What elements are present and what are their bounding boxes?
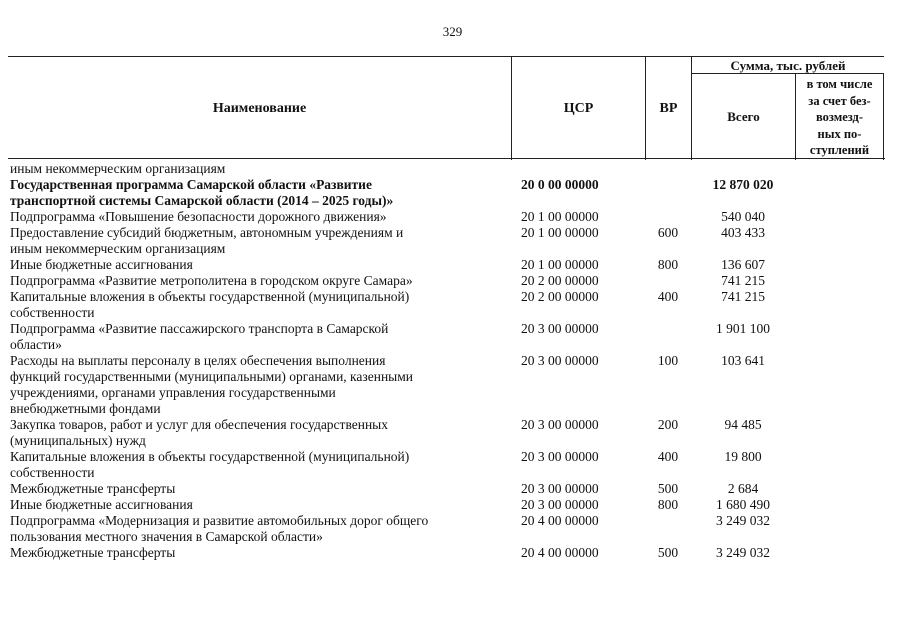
table-row xyxy=(8,321,884,353)
row-name xyxy=(8,481,510,497)
row-name-line: (муниципальных) нужд xyxy=(10,433,146,448)
row-name-line: Предоставление субсидий бюджетным, автономным учреждениям и xyxy=(10,225,404,240)
row-csr: 20 1 00 00000 xyxy=(521,209,599,224)
row-name-line: Расходы на выплаты персоналу в целях обеспечения выполнения xyxy=(10,353,386,368)
row-name xyxy=(8,273,510,289)
row-csr: 20 4 00 00000 xyxy=(521,513,599,528)
row-name xyxy=(8,417,510,449)
row-name xyxy=(8,513,510,545)
column-header-line: за счет без- xyxy=(808,93,871,108)
row-csr: 20 1 00 00000 xyxy=(521,225,599,240)
column-header-line: ных по- xyxy=(817,126,862,141)
row-csr: 20 3 00 00000 xyxy=(521,497,599,512)
row-name xyxy=(8,449,510,481)
row-name-line: внебюджетными фондами xyxy=(10,401,161,416)
page-number: 329 xyxy=(442,24,463,39)
row-sum: 540 040 xyxy=(721,209,765,224)
row-vr: 600 xyxy=(657,225,679,240)
table-row xyxy=(8,513,884,545)
row-name-line: Государственная программа Самарской области «Развитие xyxy=(10,177,372,192)
row-sum: 741 215 xyxy=(721,273,765,288)
column-header-line: ступлений xyxy=(809,143,870,157)
table-row xyxy=(8,177,884,209)
row-name xyxy=(8,353,510,417)
row-csr: 20 3 00 00000 xyxy=(521,321,599,336)
row-sum: 403 433 xyxy=(721,225,765,240)
row-name-line: транспортной системы Самарской области (2014 – 2025 годы)» xyxy=(10,193,394,208)
column-header-sum-gratuitous xyxy=(795,74,884,160)
table-row xyxy=(8,417,884,449)
row-vr: 800 xyxy=(657,257,679,272)
table-row xyxy=(8,353,884,417)
row-name xyxy=(8,545,510,561)
row-csr: 20 1 00 00000 xyxy=(521,257,599,272)
row-name-line: Капитальные вложения в объекты государственной (муниципальной) xyxy=(10,449,410,464)
column-header-line: возмезд- xyxy=(815,110,864,124)
row-name xyxy=(8,321,510,353)
column-header-name: Наименование xyxy=(212,100,307,116)
row-name-line: Подпрограмма «Модернизация и развитие автомобильных дорог общего xyxy=(10,513,429,528)
row-name xyxy=(8,289,510,321)
row-name-line: пользования местного значения в Самарской области» xyxy=(10,529,323,544)
column-header-line: в том числе xyxy=(806,77,873,91)
row-sum: 1 901 100 xyxy=(716,321,770,336)
header-divider xyxy=(8,158,885,159)
row-vr: 200 xyxy=(657,417,679,432)
row-name-line: Подпрограмма «Повышение безопасности дорожного движения» xyxy=(10,209,387,224)
row-name-line: Подпрограмма «Развитие пассажирского транспорта в Самарской xyxy=(10,321,389,336)
table-header xyxy=(8,56,884,160)
row-name-line: иным некоммерческим организациям xyxy=(10,241,226,256)
row-vr: 400 xyxy=(657,289,679,304)
row-sum: 3 249 032 xyxy=(716,513,770,528)
row-vr: 400 xyxy=(657,449,679,464)
row-vr: 800 xyxy=(657,497,679,512)
column-header-sum-total: Всего xyxy=(691,74,795,160)
row-csr: 20 0 00 00000 xyxy=(521,177,599,192)
row-sum: 741 215 xyxy=(721,289,765,304)
table-row xyxy=(8,225,884,257)
row-csr: 20 2 00 00000 xyxy=(521,273,599,288)
row-name-line: Иные бюджетные ассигнования xyxy=(10,257,193,272)
table-row xyxy=(8,161,884,177)
row-name xyxy=(8,209,510,225)
row-name-line: Межбюджетные трансферты xyxy=(10,481,176,496)
row-sum: 3 249 032 xyxy=(716,545,770,560)
row-name-line: Закупка товаров, работ и услуг для обеспечения государственных xyxy=(10,417,389,432)
table-body xyxy=(8,161,884,561)
table-row xyxy=(8,481,884,497)
row-name-line: Капитальные вложения в объекты государственной (муниципальной) xyxy=(10,289,410,304)
row-name xyxy=(8,257,510,273)
row-sum: 94 485 xyxy=(724,417,762,432)
row-name-line: собственности xyxy=(10,305,95,320)
row-sum: 136 607 xyxy=(721,257,765,272)
table-row xyxy=(8,449,884,481)
row-name-line: иным некоммерческим организациям xyxy=(10,161,226,176)
column-header-csr: ЦСР xyxy=(511,57,645,160)
row-csr: 20 3 00 00000 xyxy=(521,481,599,496)
row-name-line: Подпрограмма «Развитие метрополитена в городском округе Самара» xyxy=(10,273,413,288)
row-csr: 20 4 00 00000 xyxy=(521,545,599,560)
row-sum: 12 870 020 xyxy=(712,177,774,192)
row-name-line: собственности xyxy=(10,465,95,480)
row-name xyxy=(8,177,510,209)
row-sum: 103 641 xyxy=(721,353,765,368)
row-sum: 2 684 xyxy=(727,481,759,496)
row-name-line: Иные бюджетные ассигнования xyxy=(10,497,193,512)
row-name xyxy=(8,497,510,513)
row-name xyxy=(8,225,510,257)
table-row xyxy=(8,497,884,513)
row-vr: 500 xyxy=(657,545,679,560)
table-row xyxy=(8,257,884,273)
row-csr: 20 2 00 00000 xyxy=(521,289,599,304)
table-row xyxy=(8,545,884,561)
row-name-line: учреждениями, органами управления государственными xyxy=(10,385,336,400)
table-row xyxy=(8,209,884,225)
row-vr: 500 xyxy=(657,481,679,496)
column-header-sum: Сумма, тыс. рублей xyxy=(691,57,884,74)
row-sum: 19 800 xyxy=(724,449,762,464)
table-row xyxy=(8,289,884,321)
row-csr: 20 3 00 00000 xyxy=(521,449,599,464)
row-name-line: области» xyxy=(10,337,62,352)
column-header-vr: ВР xyxy=(645,57,691,160)
row-name-line: функций государственными (муниципальными) органами, казенными xyxy=(10,369,414,384)
row-sum: 1 680 490 xyxy=(716,497,770,512)
row-name-line: Межбюджетные трансферты xyxy=(10,545,176,560)
row-vr: 100 xyxy=(657,353,679,368)
row-name xyxy=(8,161,510,177)
table-row xyxy=(8,273,884,289)
row-csr: 20 3 00 00000 xyxy=(521,353,599,368)
row-csr: 20 3 00 00000 xyxy=(521,417,599,432)
